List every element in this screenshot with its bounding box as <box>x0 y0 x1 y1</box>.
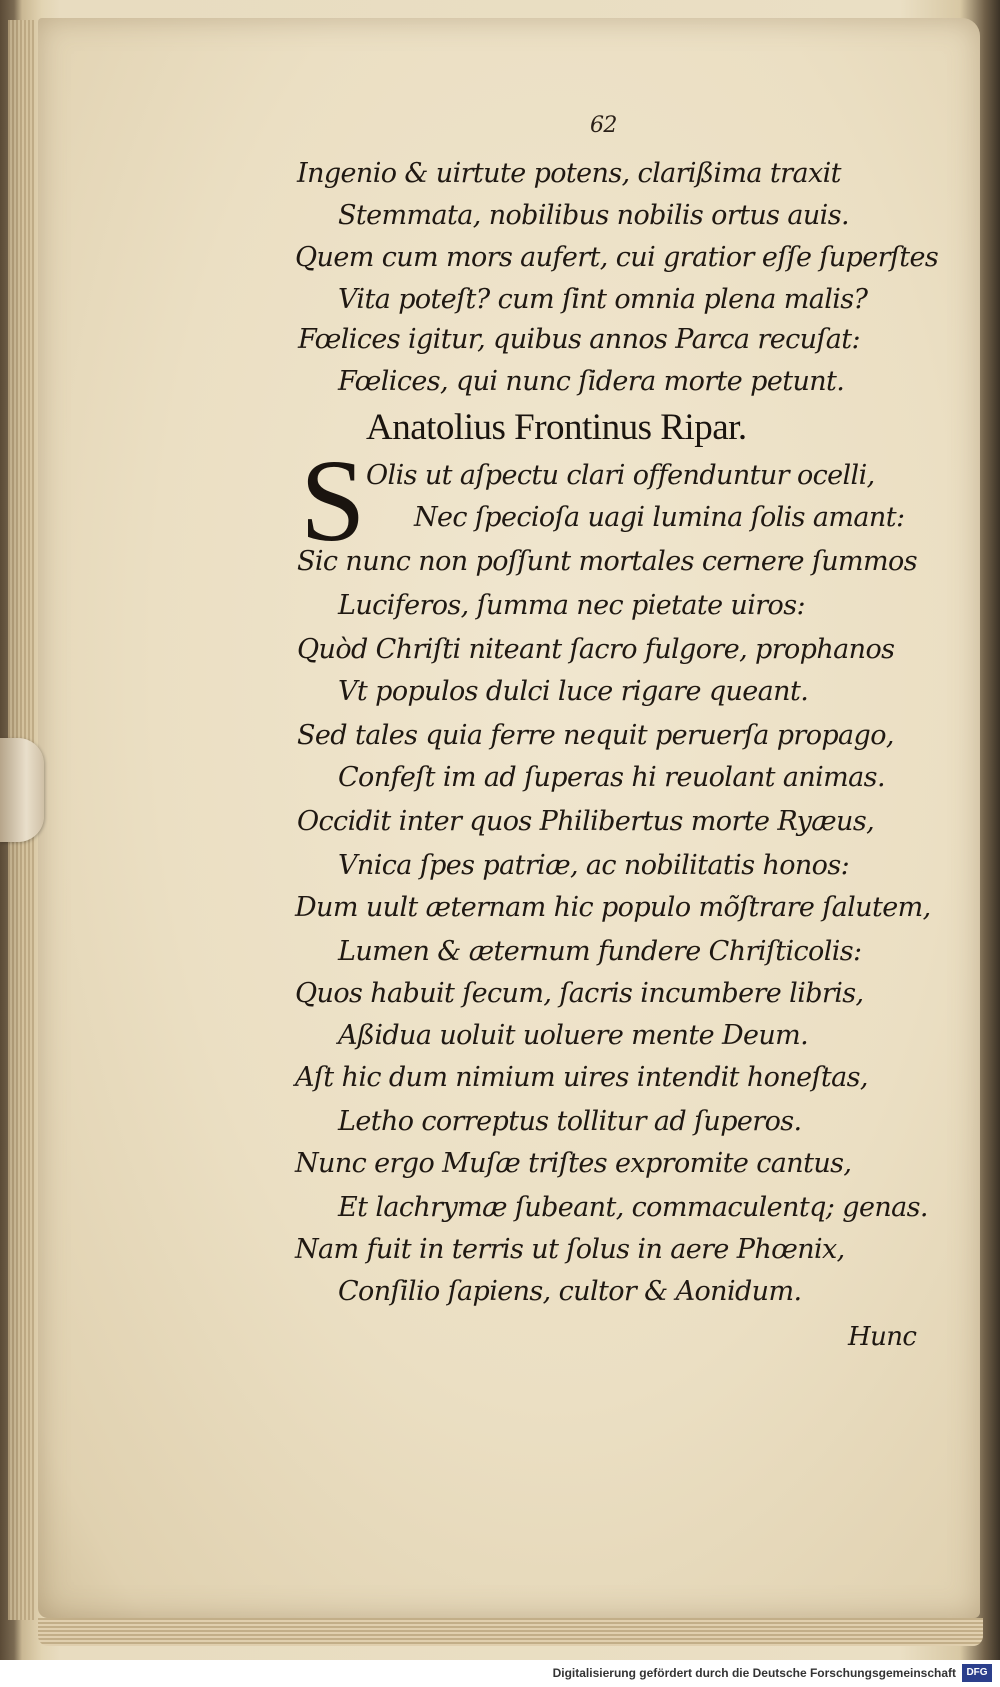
verse-line: Nec ſpecioſa uagi lumina ſolis amant: <box>414 502 905 533</box>
verse-line: Luciferos, ſumma nec pietate uiros: <box>338 590 805 621</box>
verse-line: Et lachrymæ ſubeant, commaculentq; genas. <box>338 1192 928 1223</box>
verse-line: Fœlices, qui nunc ſidera morte petunt. <box>338 366 845 397</box>
verse-line: Quos habuit ſecum, ſacris incumbere libris, <box>295 978 864 1009</box>
catchword: Hunc <box>848 1322 917 1352</box>
footer-bar <box>0 1660 1000 1687</box>
verse-line: Conſilio ſapiens, cultor & Aonidum. <box>338 1276 802 1307</box>
verse-line: Sic nunc non poſſunt mortales cernere ſummos <box>297 546 917 577</box>
drop-cap: S <box>300 435 366 566</box>
verse-line: Nunc ergo Muſæ triſtes expromite cantus, <box>295 1148 852 1179</box>
dfg-logo-icon: DFG <box>962 1664 992 1682</box>
verse-line: Fœlices igitur, quibus annos Parca recuſat: <box>298 324 861 355</box>
verse-line: Aßidua uoluit uoluere mente Deum. <box>338 1020 809 1051</box>
page-edge-bottom <box>38 1618 983 1646</box>
verse-line: Vita poteſt? cum ſint omnia plena malis? <box>338 284 868 315</box>
footer-credit: Digitalisierung gefördert durch die Deutsche Forschungsgemeinschaft <box>552 1666 956 1680</box>
verse-line: Olis ut aſpectu clari offenduntur ocelli, <box>366 460 875 491</box>
verse-line: Ingenio & uirtute potens, clarißima traxit <box>297 158 841 189</box>
verse-line: Vnica ſpes patriæ, ac nobilitatis honos: <box>338 850 850 881</box>
verse-line: Stemmata, nobilibus nobilis ortus auis. <box>338 200 849 231</box>
verse-line: Quòd Chriſti niteant ſacro fulgore, prophanos <box>297 634 895 665</box>
verse-line: Occidit inter quos Philibertus morte Ryæus, <box>297 806 875 837</box>
verse-line: Vt populos dulci luce rigare queant. <box>338 676 809 707</box>
verse-line: Quem cum mors aufert, cui gratior eſſe ſuperſtes <box>295 242 939 273</box>
page-number: 62 <box>590 113 617 138</box>
verse-line: Lumen & æternum fundere Chriſticolis: <box>338 936 862 967</box>
verse-line: Letho correptus tollitur ad ſuperos. <box>338 1106 802 1137</box>
book-clip <box>0 738 44 842</box>
poem-heading: Anatolius Frontinus Ripar. <box>366 407 747 448</box>
verse-line: Dum uult æternam hic populo mõſtrare ſalutem, <box>295 892 931 923</box>
verse-line: Confeſt im ad ſuperas hi reuolant animas. <box>338 762 885 793</box>
verse-line: Nam fuit in terris ut ſolus in aere Phœnix, <box>295 1234 845 1265</box>
verse-line: Aſt hic dum nimium uires intendit honeſtas, <box>295 1062 868 1093</box>
verse-line: Sed tales quia ferre nequit peruerſa propago, <box>297 720 894 751</box>
